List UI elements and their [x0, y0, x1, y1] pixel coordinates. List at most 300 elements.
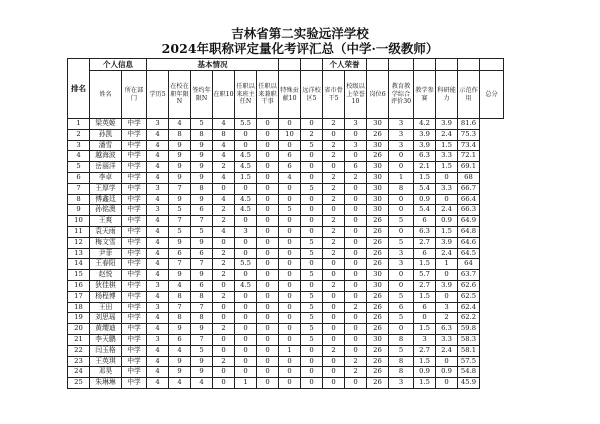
table-cell: 傅鑫廷 — [90, 194, 122, 205]
table-cell: 2 — [436, 313, 458, 324]
table-cell: 0 — [436, 356, 458, 367]
col-name: 姓名 — [90, 71, 122, 119]
table-cell: 2 — [213, 270, 235, 281]
table-cell: 6.3 — [414, 226, 436, 237]
table-cell: 中学 — [122, 226, 147, 237]
table-cell: 0 — [279, 183, 301, 194]
table-cell: 杨程博 — [90, 291, 122, 302]
table-cell: 0 — [323, 129, 345, 140]
table-row — [68, 151, 504, 162]
table-cell: 6.3 — [414, 151, 436, 162]
table-cell: 0 — [279, 226, 301, 237]
table-cell: 15 — [68, 270, 90, 281]
table-cell: 4 — [147, 226, 169, 237]
table-cell: 30 — [367, 172, 389, 183]
table-cell: 2.4 — [436, 248, 458, 259]
col-rank: 排名 — [68, 59, 90, 119]
table-cell: 2 — [323, 216, 345, 227]
table-cell: 9 — [169, 151, 191, 162]
table-cell: 岳丽洋 — [90, 162, 122, 173]
table-cell: 中学 — [122, 324, 147, 335]
table-cell: 潘雪 — [90, 140, 122, 151]
table-cell: 8 — [191, 129, 213, 140]
table-cell: 9 — [169, 367, 191, 378]
table-cell: 2 — [68, 129, 90, 140]
table-cell: 5 — [169, 226, 191, 237]
table-cell: 73.4 — [458, 140, 480, 151]
table-cell: 3.9 — [436, 280, 458, 291]
table-cell: 0 — [257, 378, 279, 389]
table-cell: 4 — [147, 367, 169, 378]
table-cell: 19 — [68, 313, 90, 324]
table-cell: 0 — [345, 259, 367, 270]
col-dept: 所在部门 — [122, 71, 147, 119]
table-cell: 中学 — [122, 356, 147, 367]
table-cell: 0 — [235, 367, 257, 378]
table-cell: 0 — [323, 313, 345, 324]
table-cell: 10 — [279, 129, 301, 140]
table-cell: 4 — [68, 151, 90, 162]
table-cell: 26 — [367, 216, 389, 227]
table-cell: 0 — [301, 356, 323, 367]
table-cell: 王爽 — [90, 216, 122, 227]
table-cell: 袁天雨 — [90, 226, 122, 237]
col-years-in-post: 在校在职年限N — [169, 71, 191, 119]
table-cell: 5 — [389, 313, 414, 324]
table-cell: 0 — [279, 313, 301, 324]
table-cell: 4 — [147, 172, 169, 183]
table-cell: 0 — [323, 270, 345, 281]
table-cell: 0 — [345, 270, 367, 281]
table-cell: 5 — [301, 291, 323, 302]
table-cell: 16 — [68, 280, 90, 291]
table-row — [68, 183, 504, 194]
table-cell: 4 — [191, 378, 213, 389]
table-cell: 5 — [389, 237, 414, 248]
table-row — [68, 280, 504, 291]
table-cell: 5 — [301, 334, 323, 345]
table-cell: 1 — [235, 378, 257, 389]
table-cell: 0 — [345, 151, 367, 162]
table-cell: 0 — [213, 237, 235, 248]
table-cell: 81.6 — [458, 119, 480, 130]
table-cell: 2 — [323, 237, 345, 248]
table-cell: 2 — [345, 302, 367, 313]
table-cell: 7 — [169, 302, 191, 313]
table-cell: 9 — [169, 270, 191, 281]
table-cell: 30 — [367, 280, 389, 291]
table-cell: 9 — [169, 237, 191, 248]
table-row — [68, 226, 504, 237]
table-cell: 3 — [389, 378, 414, 389]
table-cell: 0 — [235, 302, 257, 313]
table-cell: 9 — [191, 162, 213, 173]
table-cell: 0 — [279, 324, 301, 335]
table-cell: 26 — [367, 248, 389, 259]
table-cell: 1 — [436, 259, 458, 270]
table-cell: 2 — [213, 291, 235, 302]
table-row — [68, 216, 504, 227]
table-cell: 7 — [68, 183, 90, 194]
table-cell: 7 — [169, 259, 191, 270]
table-cell: 4 — [147, 324, 169, 335]
table-cell: 0 — [301, 345, 323, 356]
table-cell: 3 — [235, 226, 257, 237]
table-cell: 0 — [436, 270, 458, 281]
table-cell: 0 — [257, 151, 279, 162]
table-row — [68, 270, 504, 281]
table-cell: 4.5 — [235, 280, 257, 291]
col-demo: 示范作用 — [458, 71, 480, 119]
table-cell: 刘思瑶 — [90, 313, 122, 324]
col-province: 省市骨干5 — [323, 71, 345, 119]
table-cell: 1.5 — [414, 324, 436, 335]
table-cell: 4 — [169, 280, 191, 291]
table-cell: 梁英姬 — [90, 119, 122, 130]
table-cell: 0.9 — [414, 367, 436, 378]
table-cell: 5.5 — [235, 259, 257, 270]
table-cell: 69.1 — [458, 162, 480, 173]
table-cell: 6 — [169, 334, 191, 345]
table-row — [68, 291, 504, 302]
table-cell: 9 — [191, 270, 213, 281]
table-cell: 0 — [323, 291, 345, 302]
table-cell: 0 — [323, 162, 345, 173]
col-school-honor: 校级以上荣誉10 — [345, 71, 367, 119]
table-cell: 4 — [213, 226, 235, 237]
col-years-in-job: 在职10 — [213, 71, 235, 119]
table-cell: 8 — [169, 291, 191, 302]
table-cell: 30 — [367, 183, 389, 194]
table-cell: 26 — [367, 151, 389, 162]
table-cell: 9 — [169, 140, 191, 151]
table-cell: 30 — [367, 140, 389, 151]
table-cell: 3 — [147, 280, 169, 291]
table-cell: 0 — [345, 216, 367, 227]
table-cell: 9 — [191, 194, 213, 205]
table-cell: 中学 — [122, 313, 147, 324]
table-cell: 0 — [213, 302, 235, 313]
group-blank — [301, 59, 323, 71]
table-cell: 0 — [279, 280, 301, 291]
table-cell: 1.5 — [436, 226, 458, 237]
table-cell: 0 — [345, 324, 367, 335]
table-cell: 0 — [257, 237, 279, 248]
table-cell: 6 — [345, 162, 367, 173]
table-cell: 中学 — [122, 140, 147, 151]
table-cell: 5 — [301, 270, 323, 281]
table-cell: 0 — [235, 237, 257, 248]
table-cell: 3.9 — [436, 119, 458, 130]
table-cell: 0 — [235, 270, 257, 281]
table-cell: 李天鹏 — [90, 334, 122, 345]
table-row — [68, 129, 504, 140]
table-row — [68, 302, 504, 313]
table-cell: 狄佳棋 — [90, 280, 122, 291]
table-cell: 2 — [323, 248, 345, 259]
table-cell: 0 — [345, 345, 367, 356]
table-cell: 0 — [257, 270, 279, 281]
table-cell: 8 — [68, 194, 90, 205]
table-cell: 0 — [257, 194, 279, 205]
table-cell: 4 — [147, 194, 169, 205]
table-cell: 4.2 — [414, 119, 436, 130]
col-position: 岗位6 — [367, 71, 389, 119]
school-title: 吉林省第二实验远洋学校 — [231, 26, 369, 41]
table-cell: 2 — [323, 172, 345, 183]
table-cell: 30 — [367, 205, 389, 216]
group-blank — [367, 59, 389, 71]
table-cell: 8 — [389, 356, 414, 367]
table-cell: 30 — [367, 119, 389, 130]
table-cell: 中学 — [122, 205, 147, 216]
table-cell: 0 — [345, 183, 367, 194]
table-cell: 0 — [301, 216, 323, 227]
table-cell: 0 — [235, 183, 257, 194]
table-cell: 中学 — [122, 291, 147, 302]
table-cell: 2 — [213, 162, 235, 173]
table-cell: 6 — [414, 248, 436, 259]
table-cell: 9 — [191, 356, 213, 367]
table-cell: 0 — [257, 129, 279, 140]
table-cell: 5.4 — [414, 205, 436, 216]
table-cell: 0 — [213, 280, 235, 291]
table-cell: 中学 — [122, 270, 147, 281]
table-cell: 0 — [389, 194, 414, 205]
table-row — [68, 313, 504, 324]
col-contract-years: 签约年限N — [191, 71, 213, 119]
table-cell: 0 — [257, 302, 279, 313]
table-row — [68, 194, 504, 205]
table-cell: 5.4 — [414, 183, 436, 194]
table-cell: 5 — [389, 216, 414, 227]
table-cell: 2 — [213, 356, 235, 367]
table-cell: 22 — [68, 345, 90, 356]
table-cell: 6 — [191, 248, 213, 259]
table-cell: 6 — [389, 302, 414, 313]
table-row — [68, 378, 504, 389]
table-cell: 3.9 — [414, 140, 436, 151]
table-cell: 4.5 — [235, 194, 257, 205]
table-cell: 6 — [191, 280, 213, 291]
table-cell: 0 — [345, 280, 367, 291]
table-cell: 梅文雪 — [90, 237, 122, 248]
table-cell: 5 — [301, 302, 323, 313]
table-cell: 72.1 — [458, 151, 480, 162]
table-cell: 0 — [235, 356, 257, 367]
table-cell: 64.5 — [458, 248, 480, 259]
table-cell: 5 — [191, 226, 213, 237]
table-cell: 9 — [169, 356, 191, 367]
table-cell: 6 — [191, 205, 213, 216]
table-cell: 3 — [147, 183, 169, 194]
table-cell: 0 — [345, 334, 367, 345]
table-cell: 2 — [213, 248, 235, 259]
table-cell: 0 — [279, 367, 301, 378]
table-cell: 2 — [323, 280, 345, 291]
table-cell: 6 — [414, 302, 436, 313]
table-cell: 3 — [436, 302, 458, 313]
table-cell: 26 — [367, 378, 389, 389]
table-cell: 0 — [235, 248, 257, 259]
table-cell: 0 — [323, 356, 345, 367]
table-row — [68, 205, 504, 216]
table-cell: 30 — [367, 194, 389, 205]
table-cell: 3 — [389, 248, 414, 259]
table-cell: 26 — [367, 259, 389, 270]
table-cell: 0 — [389, 280, 414, 291]
table-cell: 4 — [213, 119, 235, 130]
col-concurrent: 任职以来兼职干事 — [257, 71, 279, 119]
table-cell: 0.9 — [436, 367, 458, 378]
table-cell: 23 — [68, 356, 90, 367]
table-cell: 62.5 — [458, 291, 480, 302]
table-cell: 1.5 — [414, 259, 436, 270]
table-cell: 9 — [169, 194, 191, 205]
table-cell: 7 — [191, 302, 213, 313]
table-cell: 2 — [323, 194, 345, 205]
table-cell: 尹菲 — [90, 248, 122, 259]
table-cell: 4 — [147, 345, 169, 356]
table-cell: 1 — [68, 119, 90, 130]
table-cell: 64.6 — [458, 237, 480, 248]
table-cell: 2 — [323, 151, 345, 162]
table-cell: 3 — [68, 140, 90, 151]
table-cell: 0 — [235, 345, 257, 356]
table-cell: 4 — [169, 378, 191, 389]
table-cell: 0 — [389, 205, 414, 216]
table-cell: 14 — [68, 259, 90, 270]
table-cell: 3.9 — [414, 129, 436, 140]
table-cell: 中学 — [122, 345, 147, 356]
table-cell: 0 — [213, 367, 235, 378]
table-cell: 62.4 — [458, 302, 480, 313]
table-cell: 0 — [345, 226, 367, 237]
table-cell: 2 — [345, 356, 367, 367]
table-cell: 4.5 — [235, 151, 257, 162]
table-cell: 1.5 — [414, 172, 436, 183]
table-row — [68, 237, 504, 248]
table-cell: 0 — [301, 172, 323, 183]
table-cell: 中学 — [122, 334, 147, 345]
table-cell: 5 — [389, 291, 414, 302]
table-cell: 6 — [169, 248, 191, 259]
table-cell: 7 — [191, 216, 213, 227]
table-cell: 64 — [458, 259, 480, 270]
table-row — [68, 119, 504, 130]
table-cell: 26 — [367, 345, 389, 356]
table-cell: 孙铭澳 — [90, 205, 122, 216]
table-cell: 中学 — [122, 378, 147, 389]
table-cell: 中学 — [122, 194, 147, 205]
table-cell: 66.3 — [458, 205, 480, 216]
table-cell: 0 — [389, 226, 414, 237]
table-cell: 66.7 — [458, 183, 480, 194]
table-cell: 2 — [323, 226, 345, 237]
table-cell: 3 — [389, 119, 414, 130]
table-cell: 0 — [345, 313, 367, 324]
table-cell: 中学 — [122, 119, 147, 130]
table-cell: 7 — [169, 183, 191, 194]
table-cell: 王英琪 — [90, 356, 122, 367]
table-cell: 0 — [323, 259, 345, 270]
table-cell: 8 — [169, 129, 191, 140]
table-cell: 4 — [213, 151, 235, 162]
table-cell: 0 — [414, 313, 436, 324]
table-row — [68, 367, 504, 378]
table-cell: 3 — [147, 205, 169, 216]
table-cell: 赵悦 — [90, 270, 122, 281]
table-cell: 2 — [213, 216, 235, 227]
table-cell: 0 — [257, 334, 279, 345]
table-cell: 0 — [279, 248, 301, 259]
table-cell: 9 — [191, 151, 213, 162]
table-cell: 中学 — [122, 248, 147, 259]
table-cell: 3.3 — [436, 151, 458, 162]
table-cell: 5 — [301, 183, 323, 194]
table-cell: 0 — [257, 216, 279, 227]
table-cell: 8 — [191, 291, 213, 302]
table-cell: 57.5 — [458, 356, 480, 367]
table-cell: 25 — [68, 378, 90, 389]
table-cell: 24 — [68, 367, 90, 378]
table-cell: 0 — [345, 129, 367, 140]
table-cell: 1 — [279, 345, 301, 356]
table-row — [68, 324, 504, 335]
table-cell: 王田 — [90, 302, 122, 313]
table-cell: 1.5 — [414, 356, 436, 367]
table-cell: 5 — [301, 248, 323, 259]
table-cell: 中学 — [122, 172, 147, 183]
table-cell: 0 — [213, 345, 235, 356]
table-cell: 4.5 — [235, 162, 257, 173]
table-cell: 0 — [235, 140, 257, 151]
group-basic-info: 基本情况 — [147, 59, 279, 71]
table-cell: 3 — [389, 140, 414, 151]
table-cell: 0 — [323, 324, 345, 335]
table-cell: 4 — [147, 237, 169, 248]
table-cell: 5 — [191, 119, 213, 130]
col-research: 科研能力 — [436, 71, 458, 119]
table-cell: 0 — [235, 216, 257, 227]
table-cell: 0 — [436, 291, 458, 302]
table-cell: 0 — [389, 151, 414, 162]
table-cell: 0 — [436, 194, 458, 205]
table-cell: 0 — [279, 356, 301, 367]
table-cell: 0 — [436, 172, 458, 183]
table-cell: 0 — [213, 378, 235, 389]
table-cell: 2.1 — [414, 162, 436, 173]
table-cell: 4 — [213, 140, 235, 151]
table-cell: 0 — [257, 172, 279, 183]
table-cell: 0 — [345, 378, 367, 389]
table-cell: 0 — [301, 378, 323, 389]
table-cell: 20 — [68, 324, 90, 335]
table-cell: 5 — [389, 345, 414, 356]
table-cell: 9 — [169, 162, 191, 173]
table-cell: 0 — [213, 313, 235, 324]
table-cell: 3 — [345, 119, 367, 130]
table-cell: 26 — [367, 291, 389, 302]
group-blank — [436, 59, 458, 71]
table-cell: 中学 — [122, 129, 147, 140]
table-cell: 3 — [389, 259, 414, 270]
table-cell: 0 — [279, 216, 301, 227]
table-cell: 2 — [301, 129, 323, 140]
table-cell: 0 — [323, 334, 345, 345]
table-cell: 5 — [301, 324, 323, 335]
table-cell: 7 — [169, 216, 191, 227]
